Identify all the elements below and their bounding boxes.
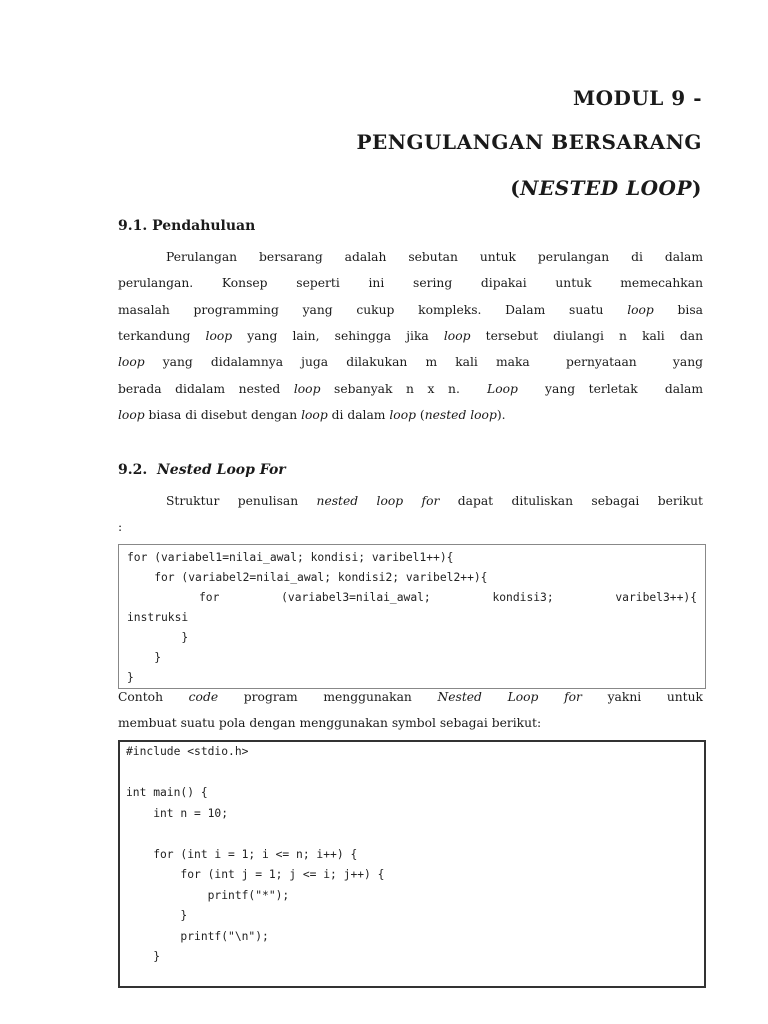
text-line bbox=[166, 494, 703, 508]
text-segment: sebanyak n x n. bbox=[320, 381, 488, 396]
code-token: (variabel3=nilai_awal; bbox=[281, 591, 431, 604]
text-line bbox=[118, 690, 703, 704]
text-segment: berada didalam nested bbox=[118, 381, 294, 396]
code-line: printf("*"); bbox=[126, 888, 290, 902]
text-line bbox=[166, 250, 703, 264]
module-subtitle-english bbox=[510, 176, 702, 200]
text-segment: yakni untuk bbox=[581, 690, 703, 704]
italic-term: nested loop bbox=[424, 407, 497, 422]
text-segment: yang lain, sehingga jika bbox=[232, 328, 444, 343]
code-line: printf("\n"); bbox=[126, 929, 269, 943]
code-line: } bbox=[127, 651, 162, 664]
code-line bbox=[126, 824, 698, 845]
section-heading-pendahuluan: 9.1. Pendahuluan bbox=[118, 218, 256, 234]
text-segment: membuat suatu pola dengan menggunakan symbol sebagai berikut: bbox=[118, 716, 542, 730]
example-code-block bbox=[118, 740, 706, 988]
code-line: for (variabel2=nilai_awal; kondisi2; varibel2++){ bbox=[127, 571, 488, 584]
code-line: for (variabel1=nilai_awal; kondisi; varibel1++){ bbox=[127, 551, 454, 564]
text-line bbox=[118, 520, 703, 534]
text-segment: tersebut diulangi n kali dan bbox=[470, 328, 703, 343]
text-segment: terkandung bbox=[118, 328, 206, 343]
code-line: instruksi bbox=[127, 611, 189, 624]
text-segment: biasa di disebut dengan bbox=[144, 407, 302, 422]
italic-term: loop bbox=[118, 355, 145, 370]
heading-text: Nested Loop For bbox=[156, 462, 286, 478]
code-token: for bbox=[199, 591, 220, 604]
code-line: for (int j = 1; j <= i; j++) { bbox=[126, 868, 385, 881]
text-line bbox=[118, 329, 703, 343]
heading-number: 9.2. bbox=[118, 462, 148, 478]
italic-term: loop bbox=[205, 328, 233, 343]
italic-term: loop bbox=[443, 328, 471, 343]
module-subtitle: PENGULANGAN BERSARANG bbox=[356, 130, 702, 154]
text-segment: ). bbox=[496, 407, 506, 422]
code-line: } bbox=[126, 909, 188, 922]
code-line bbox=[127, 588, 697, 608]
text-segment: Perulangan bersarang adalah sebutan untuk perulangan di dalam bbox=[166, 250, 703, 264]
text-segment: Struktur penulisan bbox=[166, 494, 317, 508]
code-line: int main() { bbox=[126, 786, 208, 799]
nested-loop-title: NESTED LOOP bbox=[520, 176, 693, 200]
text-line bbox=[118, 303, 703, 317]
syntax-code-block bbox=[118, 544, 706, 689]
code-line bbox=[126, 763, 698, 784]
code-line: for (int i = 1; i <= n; i++) { bbox=[126, 847, 358, 861]
code-token: varibel3++){ bbox=[615, 591, 697, 604]
text-line bbox=[118, 382, 703, 396]
text-segment: masalah programming yang cukup kompleks. Dalam suatu bbox=[118, 302, 628, 317]
text-segment: : bbox=[118, 520, 123, 534]
text-segment: di dalam bbox=[327, 407, 390, 422]
code-line: #include <stdio.h> bbox=[126, 745, 249, 758]
italic-term: loop bbox=[301, 407, 328, 422]
paren: ) bbox=[692, 176, 702, 200]
italic-term: loop bbox=[118, 407, 145, 422]
italic-term: Nested Loop for bbox=[437, 690, 582, 704]
section-heading-nested-loop-for bbox=[118, 462, 286, 478]
italic-term: loop bbox=[627, 302, 654, 317]
text-segment: yang terletak dalam bbox=[517, 381, 703, 396]
text-segment: Contoh bbox=[118, 690, 189, 704]
code-line: int n = 10; bbox=[126, 806, 229, 820]
text-line bbox=[118, 408, 703, 422]
code-line: } bbox=[126, 950, 161, 963]
italic-term: Loop bbox=[487, 381, 518, 396]
text-segment: program menggunakan bbox=[218, 690, 438, 704]
italic-term: code bbox=[188, 690, 219, 704]
italic-term: loop bbox=[389, 407, 416, 422]
text-segment: dapat dituliskan sebagai berikut bbox=[439, 494, 703, 508]
italic-term: nested loop for bbox=[316, 494, 440, 508]
text-segment: ( bbox=[416, 407, 425, 422]
text-segment: perulangan. Konsep seperti ini sering dipakai untuk memecahkan bbox=[118, 276, 703, 291]
code-line: } bbox=[127, 631, 189, 644]
text-segment: bisa bbox=[653, 302, 703, 317]
module-title: MODUL 9 - bbox=[572, 86, 702, 110]
text-segment: yang didalamnya juga dilakukan m kali maka pernyataan yang bbox=[144, 355, 703, 370]
text-line bbox=[118, 716, 703, 730]
italic-term: loop bbox=[293, 381, 321, 396]
code-line: } bbox=[127, 671, 134, 684]
text-line bbox=[118, 276, 703, 290]
text-line bbox=[118, 355, 703, 369]
paren: ( bbox=[510, 176, 521, 200]
code-token: kondisi3; bbox=[492, 591, 554, 604]
